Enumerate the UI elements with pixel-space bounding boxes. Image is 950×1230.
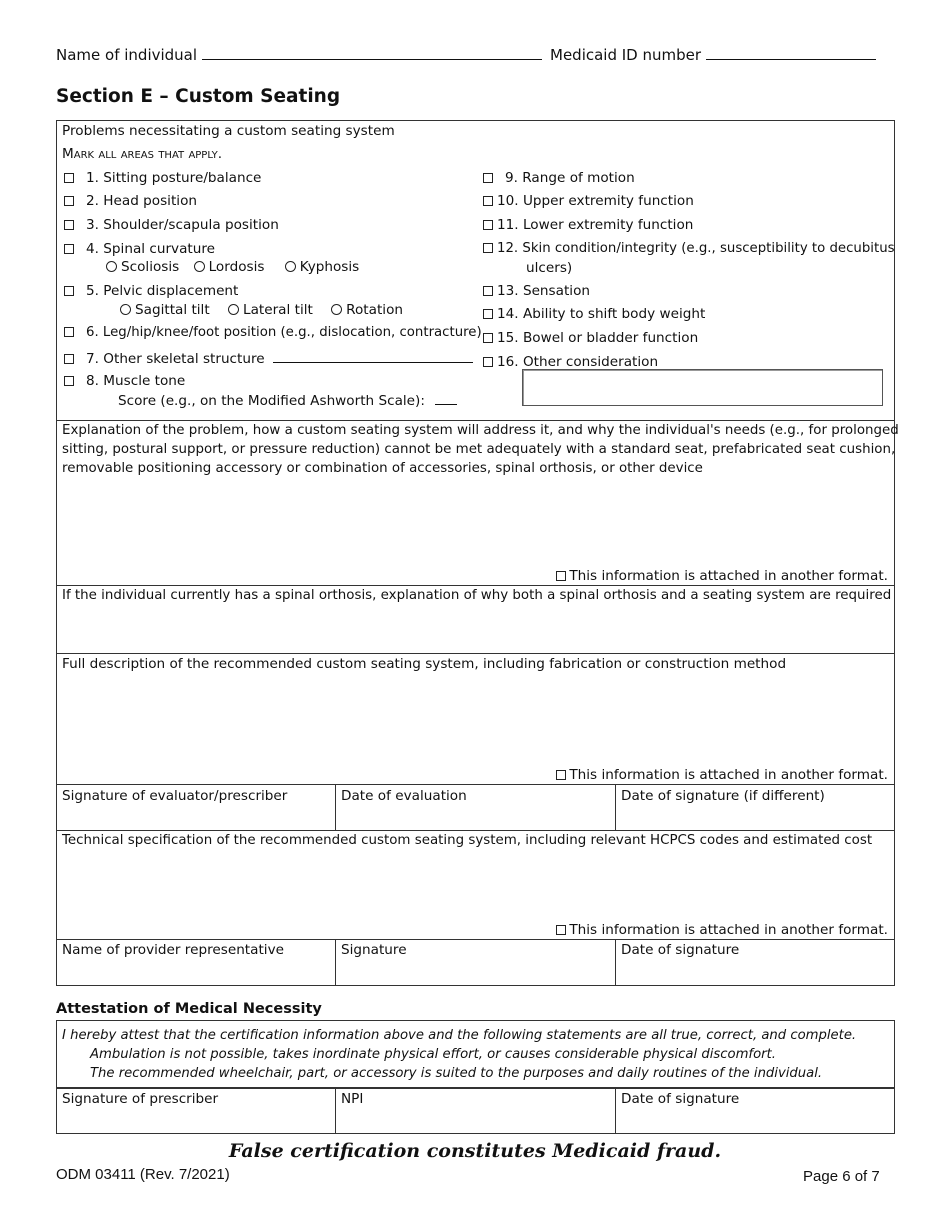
item-spinal-curvature[interactable]: 4. Spinal curvature bbox=[64, 240, 215, 258]
checkbox[interactable] bbox=[64, 196, 74, 206]
attached-note-tech-spec[interactable]: This information is attached in another format. bbox=[556, 921, 888, 939]
checkbox[interactable] bbox=[483, 309, 493, 319]
radio-lordosis[interactable]: Lordosis bbox=[194, 259, 265, 275]
item-muscle-tone[interactable]: 8. Muscle tone bbox=[64, 372, 185, 390]
individual-name-label: Name of individual bbox=[56, 46, 198, 64]
row-divider bbox=[56, 939, 895, 940]
problems-heading: Problems necessitating a custom seating system bbox=[62, 123, 395, 139]
col-divider bbox=[615, 939, 616, 986]
row-divider bbox=[56, 1087, 895, 1089]
date-signature-diff-label: Date of signature (if different) bbox=[621, 788, 825, 804]
muscle-score: Score (e.g., on the Modified Ashworth Scale): bbox=[118, 390, 457, 410]
item-bowel-bladder[interactable]: 15. Bowel or bladder function bbox=[483, 329, 698, 347]
checkbox[interactable] bbox=[64, 354, 74, 364]
checkbox[interactable] bbox=[64, 376, 74, 386]
item-upper-extremity[interactable]: 10. Upper extremity function bbox=[483, 192, 694, 210]
checkbox[interactable] bbox=[483, 196, 493, 206]
sig-evaluator-label: Signature of evaluator/prescriber bbox=[62, 788, 288, 804]
explanation-line-2: sitting, postural support, or pressure reduction) cannot be met adequately with a standard seat, prefabricated seat cushion, bbox=[62, 442, 896, 457]
other-skeletal-line[interactable] bbox=[273, 348, 473, 363]
item-pelvic-displacement[interactable]: 5. Pelvic displacement bbox=[64, 282, 238, 300]
row-divider bbox=[56, 585, 895, 586]
item-skin-condition[interactable]: 12. Skin condition/integrity (e.g., susceptibility to decubitus bbox=[483, 240, 895, 258]
date-signature-label: Date of signature bbox=[621, 942, 740, 958]
checkbox[interactable] bbox=[64, 220, 74, 230]
explanation-line-3: removable positioning accessory or combination of accessories, spinal orthosis, or other device bbox=[62, 461, 703, 476]
row-divider bbox=[56, 784, 895, 785]
checkbox[interactable] bbox=[483, 173, 493, 183]
section-title: Section E – Custom Seating bbox=[56, 86, 341, 107]
explanation-line-1: Explanation of the problem, how a custom seating system will address it, and why the individual's needs (e.g., for prolonged bbox=[62, 423, 899, 438]
col-divider bbox=[335, 939, 336, 986]
attached-note-description[interactable]: This information is attached in another format. bbox=[556, 766, 888, 784]
checkbox[interactable] bbox=[483, 220, 493, 230]
col-divider bbox=[615, 784, 616, 830]
checkbox[interactable] bbox=[556, 571, 566, 581]
medicaid-id-line[interactable] bbox=[706, 45, 876, 60]
other-consideration-input[interactable] bbox=[522, 369, 883, 406]
checkbox[interactable] bbox=[64, 173, 74, 183]
form-id: ODM 03411 (Rev. 7/2021) bbox=[56, 1166, 230, 1183]
individual-name-field[interactable] bbox=[56, 45, 542, 64]
pelvic-options bbox=[120, 301, 403, 319]
attached-note-explanation[interactable]: This information is attached in another format. bbox=[556, 567, 888, 585]
item-sensation[interactable]: 13. Sensation bbox=[483, 282, 590, 300]
radio-lateral-tilt[interactable]: Lateral tilt bbox=[228, 302, 313, 318]
item-head-position[interactable]: 2. Head position bbox=[64, 192, 197, 210]
checkbox[interactable] bbox=[556, 925, 566, 935]
col-divider bbox=[335, 784, 336, 830]
item-shift-weight[interactable]: 14. Ability to shift body weight bbox=[483, 305, 705, 323]
attestation-line-3: The recommended wheelchair, part, or accessory is suited to the purposes and daily routines of the individual. bbox=[90, 1066, 823, 1081]
attestation-title: Attestation of Medical Necessity bbox=[56, 1001, 322, 1017]
muscle-score-line[interactable] bbox=[435, 390, 457, 405]
item-other-skeletal[interactable]: 7. Other skeletal structure bbox=[64, 348, 473, 368]
mark-instruction: Mark all areas that apply. bbox=[62, 146, 223, 162]
radio-scoliosis[interactable]: Scoliosis bbox=[106, 259, 179, 275]
checkbox[interactable] bbox=[483, 286, 493, 296]
checkbox[interactable] bbox=[64, 286, 74, 296]
attestation-line-2: Ambulation is not possible, takes inordinate physical effort, or causes considerable physical discomfort. bbox=[90, 1047, 776, 1062]
signature-label: Signature bbox=[341, 942, 407, 958]
item-sitting-posture[interactable]: 1. Sitting posture/balance bbox=[64, 169, 261, 187]
item-lower-extremity[interactable]: 11. Lower extremity function bbox=[483, 216, 693, 234]
item-other-consideration[interactable]: 16. Other consideration bbox=[483, 353, 658, 371]
row-divider bbox=[56, 420, 895, 421]
sig-prescriber-label: Signature of prescriber bbox=[62, 1091, 219, 1107]
tech-spec-label: Technical specification of the recommended custom seating system, including relevant HCPCS codes and estimated cost bbox=[62, 833, 873, 848]
medicaid-id-label: Medicaid ID number bbox=[550, 46, 702, 64]
full-description-label: Full description of the recommended custom seating system, including fabrication or construction method bbox=[62, 656, 787, 672]
attestation-line-1: I hereby attest that the certification information above and the following statements are all true, correct, and complete. bbox=[62, 1028, 857, 1043]
individual-name-line[interactable] bbox=[202, 45, 542, 60]
attestation-date-label: Date of signature bbox=[621, 1091, 740, 1107]
checkbox[interactable] bbox=[483, 333, 493, 343]
provider-rep-label: Name of provider representative bbox=[62, 942, 284, 958]
medicaid-id-field[interactable] bbox=[550, 45, 876, 64]
radio-sagittal-tilt[interactable]: Sagittal tilt bbox=[120, 302, 210, 318]
item-shoulder-position[interactable]: 3. Shoulder/scapula position bbox=[64, 216, 279, 234]
row-divider bbox=[56, 653, 895, 654]
radio-kyphosis[interactable]: Kyphosis bbox=[285, 259, 359, 275]
orthosis-label: If the individual currently has a spinal orthosis, explanation of why both a spinal orthosis and a seating system are required bbox=[62, 588, 892, 603]
col-divider bbox=[335, 1088, 336, 1134]
col-divider bbox=[615, 1088, 616, 1134]
row-divider bbox=[56, 830, 895, 831]
date-evaluation-label: Date of evaluation bbox=[341, 788, 467, 804]
checkbox[interactable] bbox=[556, 770, 566, 780]
checkbox[interactable] bbox=[483, 357, 493, 367]
checkbox[interactable] bbox=[64, 327, 74, 337]
fraud-warning: False certification constitutes Medicaid fraud. bbox=[228, 1140, 722, 1162]
item-skin-condition-cont: ulcers) bbox=[526, 260, 573, 276]
radio-rotation[interactable]: Rotation bbox=[331, 302, 403, 318]
checkbox[interactable] bbox=[64, 244, 74, 254]
page-number: Page 6 of 7 bbox=[803, 1168, 880, 1185]
item-leg-position[interactable]: 6. Leg/hip/knee/foot position (e.g., dislocation, contracture) bbox=[64, 324, 482, 342]
npi-label: NPI bbox=[341, 1091, 364, 1107]
spinal-options bbox=[106, 258, 359, 276]
checkbox[interactable] bbox=[483, 243, 493, 253]
item-range-of-motion[interactable]: 9. Range of motion bbox=[483, 169, 635, 187]
